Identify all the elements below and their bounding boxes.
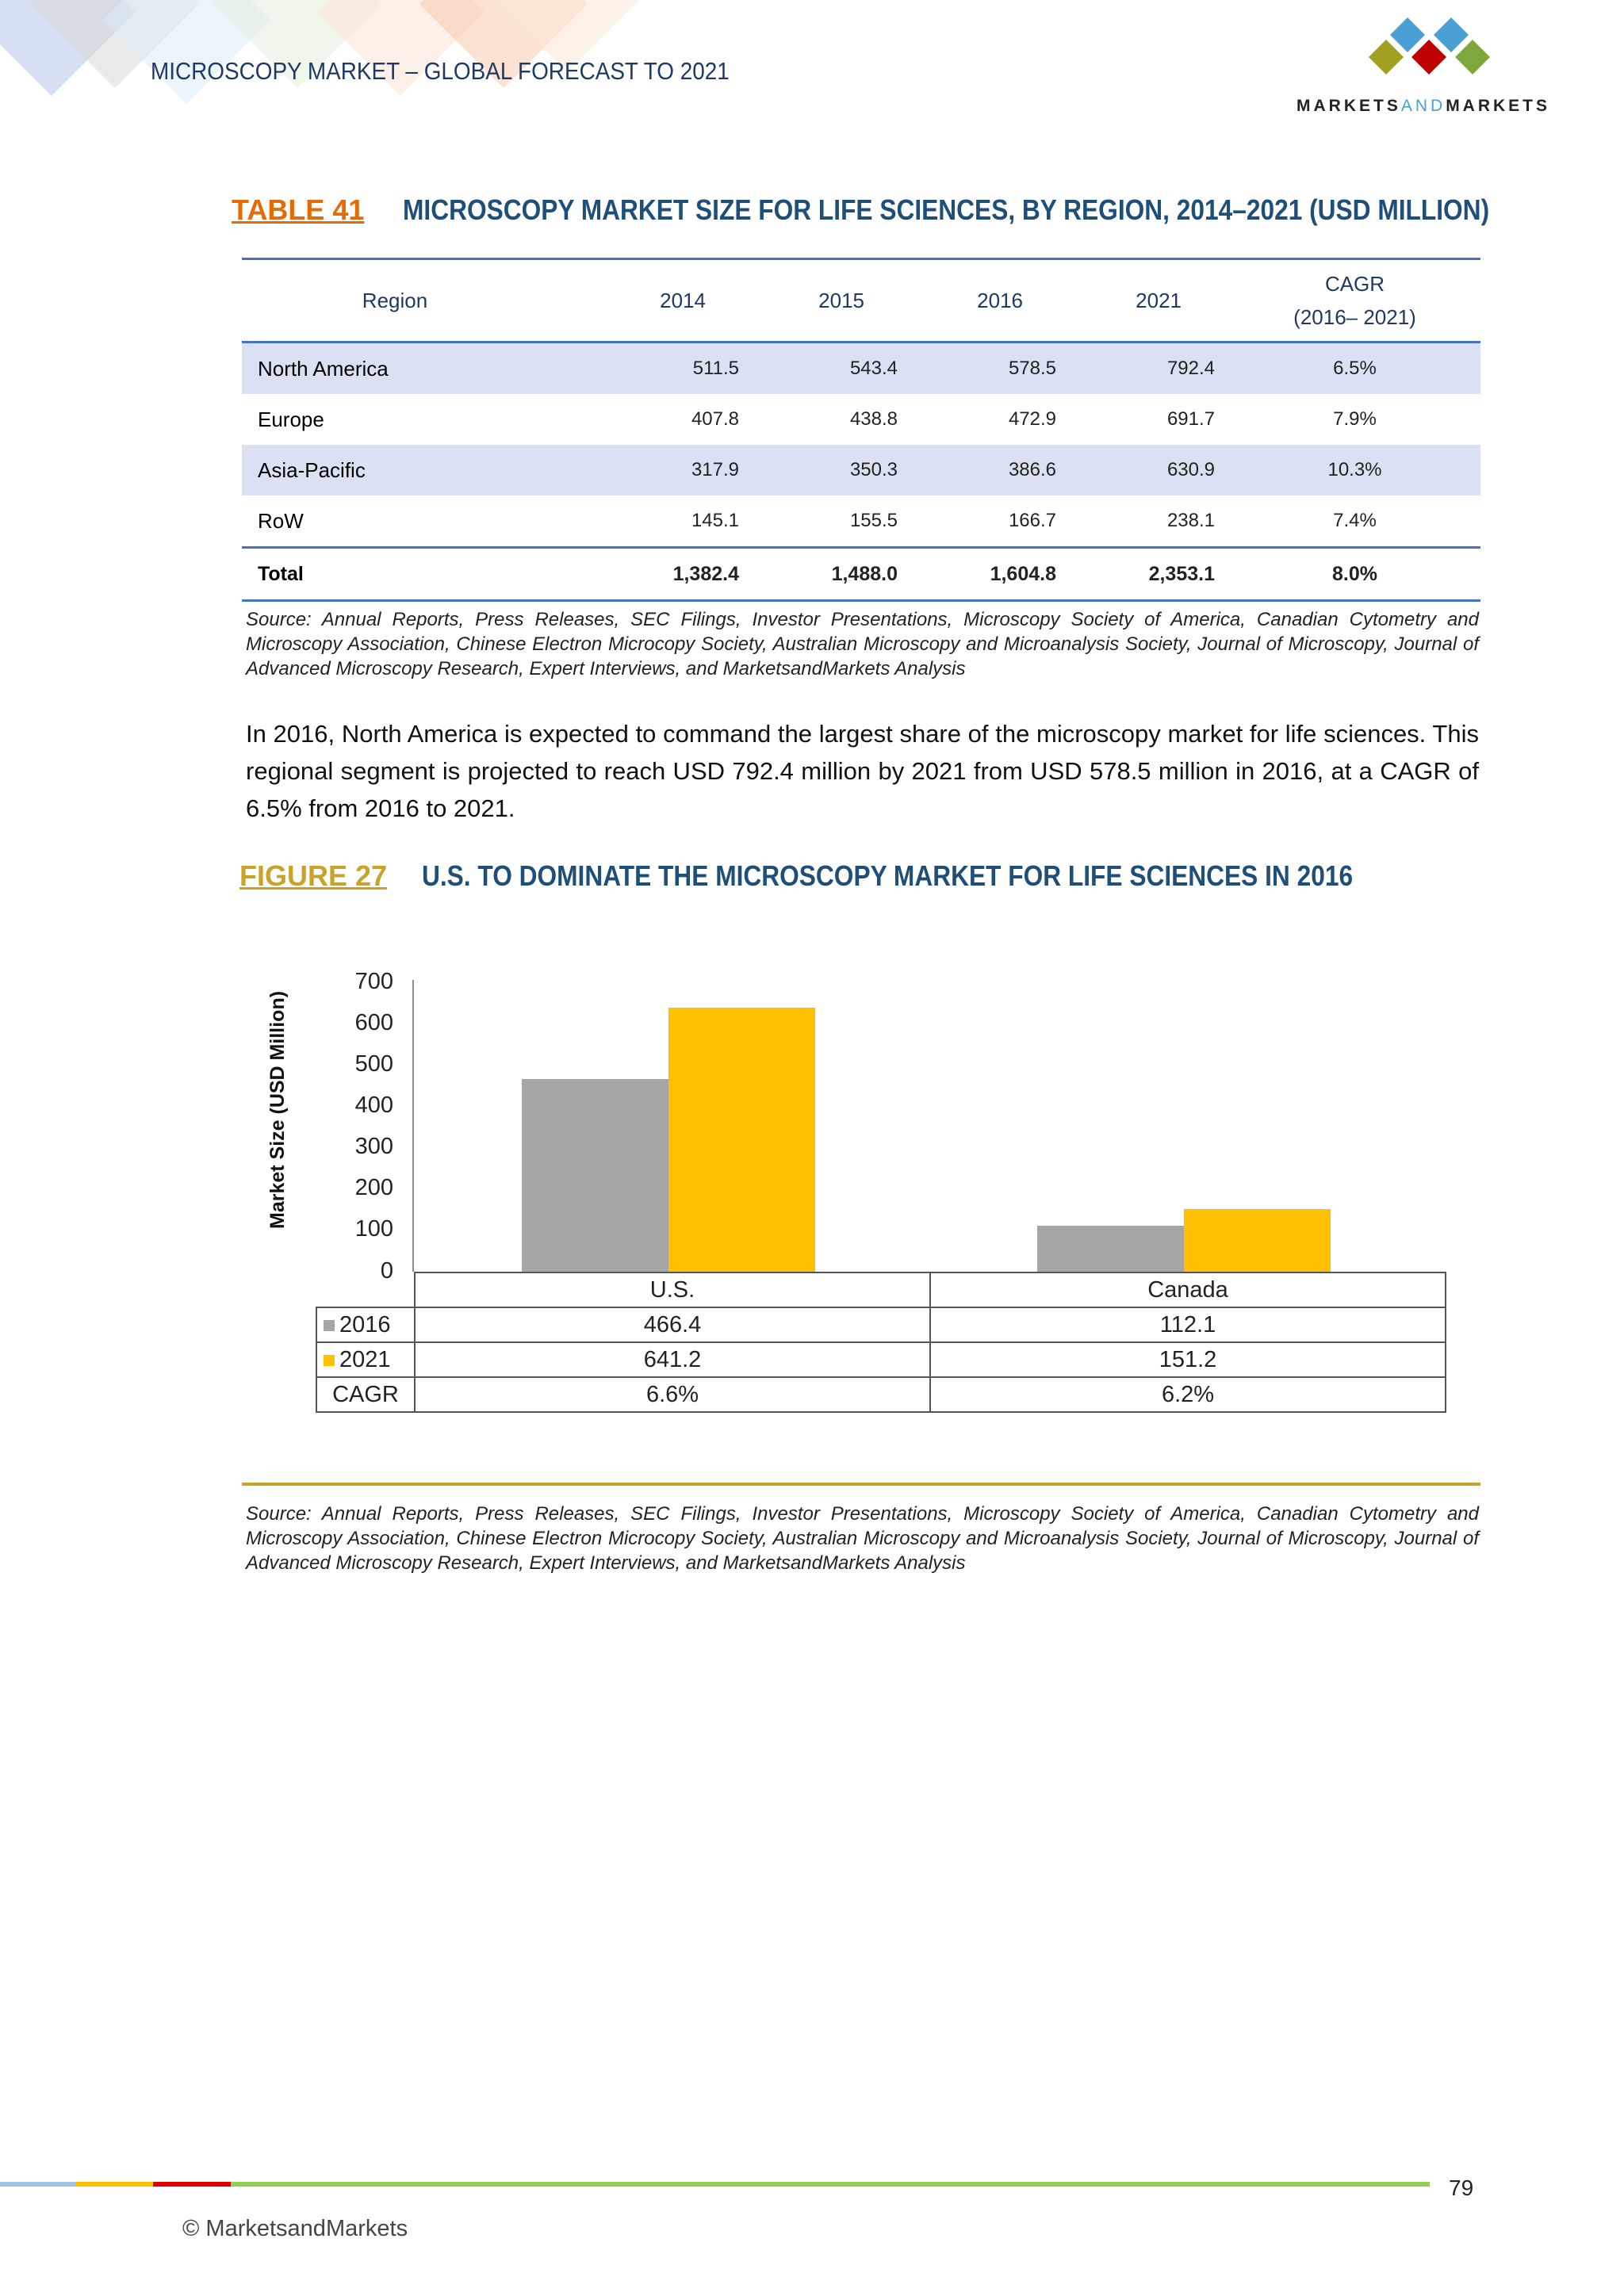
cagr-header-line: CAGR bbox=[1324, 272, 1385, 296]
y-tick-label: 100 bbox=[354, 1216, 393, 1242]
cagr-value: 6.6% bbox=[415, 1377, 930, 1412]
table-row bbox=[242, 445, 1480, 496]
figure-title: U.S. TO DOMINATE THE MICROSCOPY MARKET FOR LIFE SCIENCES IN 2016 bbox=[422, 859, 1354, 892]
value-cell: 438.8 bbox=[849, 408, 898, 430]
cagr-cell: 7.9% bbox=[1333, 408, 1377, 430]
cagr-row-label: CAGR bbox=[316, 1377, 415, 1412]
page-number: 79 bbox=[1449, 2175, 1474, 2200]
value-cell: 1,604.8 bbox=[912, 548, 1071, 601]
y-axis-label: Market Size (USD Million) bbox=[266, 990, 289, 1229]
table-caption-number[interactable]: 41 bbox=[332, 193, 365, 226]
value-cell: 145.1 bbox=[691, 510, 739, 531]
value-cell: 407.8 bbox=[691, 408, 739, 430]
y-tick-label: 700 bbox=[354, 969, 393, 994]
table-caption bbox=[232, 193, 364, 227]
figure-caption-word: FIGURE bbox=[239, 859, 348, 892]
table-header-row bbox=[242, 259, 1480, 342]
legend-swatch-icon bbox=[324, 1320, 335, 1331]
table-title: MICROSCOPY MARKET SIZE FOR LIFE SCIENCES, BY REGION, 2014–2021 (USD MILLION) bbox=[403, 193, 1490, 226]
data-table-series-row bbox=[316, 1342, 1446, 1377]
table-source-note: Source: Annual Reports, Press Releases, SEC Filings, Investor Presentations, Microscopy Society of America, Canadian Cytometry and Microscopy Association, Chinese Electron Microcopy Society, Australian Microscopy and Microanalysis Society, Journal of Microscopy, Journal of Advanced Microscopy Research, Expert Interviews, and MarketsandMarkets Analysis bbox=[246, 609, 1479, 679]
value-cell: 472.9 bbox=[1008, 408, 1056, 430]
region-cell: North America bbox=[242, 342, 595, 395]
bar-us-2021 bbox=[668, 1008, 815, 1272]
y-tick-label: 0 bbox=[380, 1258, 393, 1284]
data-table-corner bbox=[316, 1272, 415, 1307]
body-paragraph: In 2016, North America is expected to command the largest share of the microscopy market for life sciences. This regional segment is projected to reach USD 792.4 million by 2021 from USD 578.5 million in 2016, at a CAGR of 6.5% from 2016 to 2021. bbox=[246, 720, 1479, 822]
chart-data-table bbox=[316, 1272, 1446, 1413]
brand-part: MARKETS bbox=[1446, 97, 1551, 115]
category-label: Canada bbox=[930, 1272, 1446, 1307]
y-tick-label: 600 bbox=[354, 1010, 393, 1035]
data-label: 112.1 bbox=[930, 1307, 1446, 1342]
table-row bbox=[242, 342, 1480, 395]
column-header-cagr bbox=[1229, 259, 1480, 342]
value-cell: 578.5 bbox=[912, 342, 1071, 395]
footer-bar-segment bbox=[153, 2182, 231, 2187]
legend-label: 2021 bbox=[339, 1346, 391, 1372]
table-row bbox=[242, 394, 1480, 445]
value-cell: 691.7 bbox=[1166, 408, 1215, 430]
figure-caption bbox=[239, 859, 387, 893]
column-header: 2016 bbox=[912, 259, 1071, 342]
value-cell: 792.4 bbox=[1071, 342, 1229, 395]
value-cell: 238.1 bbox=[1166, 510, 1215, 531]
cagr-header-line: (2016– 2021) bbox=[1293, 305, 1416, 329]
region-cell: Asia-Pacific bbox=[242, 445, 595, 496]
data-label: 151.2 bbox=[930, 1342, 1446, 1377]
legend-label: 2016 bbox=[339, 1311, 391, 1337]
y-tick-label: 300 bbox=[354, 1134, 393, 1159]
figure-caption-number[interactable]: 27 bbox=[355, 859, 388, 892]
column-header: 2021 bbox=[1071, 259, 1229, 342]
value-cell: 630.9 bbox=[1071, 445, 1229, 496]
figure-source-note: Source: Annual Reports, Press Releases, SEC Filings, Investor Presentations, Microscopy Society of America, Canadian Cytometry and Microscopy Association, Chinese Electron Microcopy Society, Australian Microscopy and Microanalysis Society, Journal of Microscopy, Journal of Advanced Microscopy Research, Expert Interviews, and MarketsandMarkets Analysis bbox=[246, 1503, 1479, 1574]
brand-part: AND bbox=[1400, 97, 1446, 115]
brand-part: MARKETS bbox=[1297, 97, 1401, 115]
data-label: 641.2 bbox=[415, 1342, 930, 1377]
y-tick-label: 200 bbox=[354, 1175, 393, 1200]
legend-entry-2016 bbox=[316, 1307, 415, 1342]
value-cell: 386.6 bbox=[912, 445, 1071, 496]
copyright-notice: © MarketsandMarkets bbox=[182, 2216, 408, 2241]
data-label: 466.4 bbox=[415, 1307, 930, 1342]
cagr-cell: 8.0% bbox=[1229, 548, 1480, 601]
data-table-series-row bbox=[316, 1307, 1446, 1342]
legend-swatch-icon bbox=[324, 1355, 335, 1366]
column-header: Region bbox=[242, 259, 595, 342]
market-size-table bbox=[242, 258, 1480, 602]
y-tick-label: 400 bbox=[354, 1093, 393, 1118]
legend-entry-2021 bbox=[316, 1342, 415, 1377]
footer-bar-segment bbox=[75, 2182, 153, 2187]
data-table-cagr-row bbox=[316, 1377, 1446, 1412]
value-cell: 2,353.1 bbox=[1071, 548, 1229, 601]
value-cell: 317.9 bbox=[595, 445, 753, 496]
region-cell: Total bbox=[242, 548, 595, 601]
category-label: U.S. bbox=[415, 1272, 930, 1307]
cagr-value: 6.2% bbox=[930, 1377, 1446, 1412]
value-cell: 1,382.4 bbox=[595, 548, 753, 601]
header-title: MICROSCOPY MARKET – GLOBAL FORECAST TO 2021 bbox=[151, 57, 730, 85]
column-header: 2015 bbox=[753, 259, 912, 342]
value-cell: 511.5 bbox=[595, 342, 753, 395]
footer-bar-segment bbox=[231, 2182, 1430, 2187]
brand-logo-icon bbox=[1360, 14, 1519, 94]
bar-canada-2016 bbox=[1037, 1226, 1184, 1272]
figure-caption-prefix bbox=[239, 859, 387, 892]
brand-name bbox=[1297, 97, 1550, 116]
region-cell: Europe bbox=[258, 407, 324, 431]
value-cell: 1,488.0 bbox=[753, 548, 912, 601]
table-total-row bbox=[242, 548, 1480, 601]
bar-us-2016 bbox=[522, 1079, 668, 1272]
cagr-cell: 7.4% bbox=[1333, 510, 1377, 531]
figure-divider bbox=[242, 1483, 1480, 1486]
y-tick-label: 500 bbox=[354, 1051, 393, 1077]
value-cell: 155.5 bbox=[849, 510, 898, 531]
table-caption-word: TABLE bbox=[232, 193, 325, 226]
table-caption-prefix bbox=[232, 193, 364, 226]
region-cell: RoW bbox=[258, 508, 304, 533]
column-header: 2014 bbox=[595, 259, 753, 342]
table-row bbox=[242, 496, 1480, 548]
y-axis-line bbox=[412, 980, 414, 1272]
cagr-cell: 6.5% bbox=[1229, 342, 1480, 395]
data-table-category-row bbox=[316, 1272, 1446, 1307]
cagr-cell: 10.3% bbox=[1229, 445, 1480, 496]
value-cell: 543.4 bbox=[753, 342, 912, 395]
footer-bar-segment bbox=[0, 2182, 75, 2187]
value-cell: 166.7 bbox=[1008, 510, 1056, 531]
bar-canada-2021 bbox=[1184, 1209, 1331, 1272]
value-cell: 350.3 bbox=[753, 445, 912, 496]
